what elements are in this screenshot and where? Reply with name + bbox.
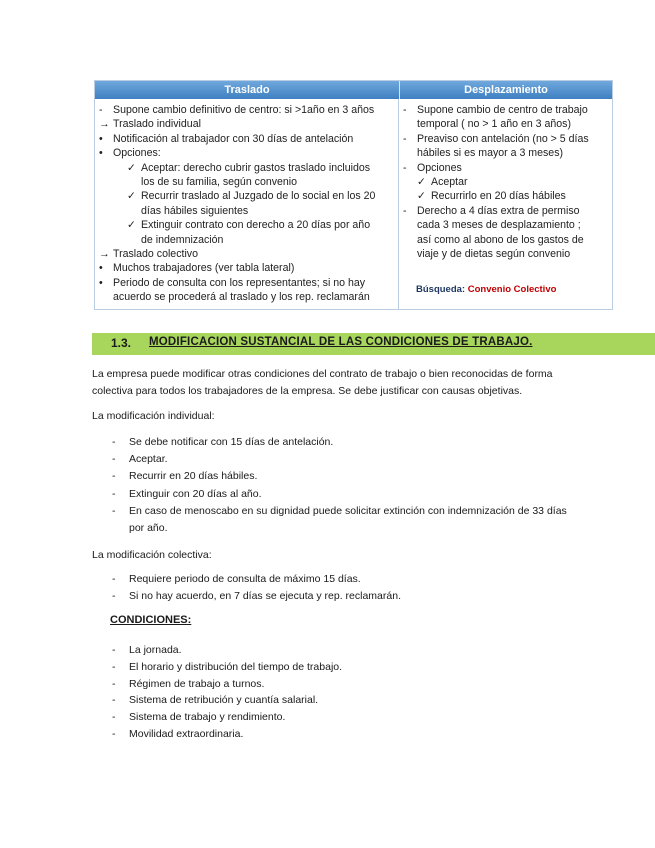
right-col-row (403, 146, 608, 160)
list-dash: - (112, 677, 116, 690)
left-col-row-marker: - (99, 104, 103, 116)
list-item: Aceptar. (129, 453, 168, 466)
right-col-row (403, 103, 608, 117)
left-col-row-text: Opciones: (113, 147, 161, 160)
list-item: El horario y distribución del tiempo de trabajo. (129, 660, 343, 673)
left-col-row (99, 132, 394, 146)
table-body (95, 99, 612, 309)
left-col-row-text: Supone cambio definitivo de centro: si >1año en 3 años (113, 104, 375, 116)
individual-heading: La modificación individual: (92, 410, 215, 422)
left-col-row (99, 276, 394, 290)
left-col-row-text: Recurrir traslado al Juzgado de lo social en los 20 (141, 190, 376, 203)
right-col-row (403, 175, 608, 189)
right-col-row-text: Derecho a 4 días extra de permiso (417, 204, 580, 217)
left-col-row-marker: → (99, 118, 110, 131)
paragraph-line-2: colectiva para todos los trabajadores de la empresa. Se debe justificar con causas objetivas. (92, 385, 523, 397)
desplazamiento-column (399, 99, 612, 309)
list-item: por año. (129, 522, 168, 534)
left-col-row-text: Traslado colectivo (113, 248, 198, 261)
list-item: Régimen de trabajo a turnos. (129, 677, 265, 690)
left-col-row (99, 204, 394, 218)
section-heading-bar (92, 333, 655, 355)
left-col-row-text: Traslado individual (113, 118, 201, 131)
list-item: Extinguir con 20 días al año. (129, 487, 262, 500)
traslado-column (95, 99, 399, 309)
list-dash: - (112, 660, 116, 673)
left-col-row-text: los de su familia, según convenio (141, 176, 298, 189)
left-col-row-text: Notificación al trabajador con 30 días de antelación (113, 132, 354, 145)
list-item: Sistema de retribución y cuantía salarial. (129, 694, 319, 707)
list-item: Se debe notificar con 15 días de antelación. (129, 436, 334, 448)
search-note (416, 283, 556, 297)
left-col-row-marker: • (99, 147, 103, 160)
right-col-row-text: Aceptar (431, 176, 468, 189)
left-col-row-text: Muchos trabajadores (ver tabla lateral) (113, 262, 295, 275)
right-col-row (403, 204, 608, 218)
search-label: Búsqueda: (416, 284, 466, 295)
left-col-row-text: Aceptar: derecho cubrir gastos traslado incluidos (141, 161, 371, 174)
left-col-row-marker: • (99, 276, 103, 289)
right-col-row-text: viaje y de dietas según convenio (417, 248, 571, 261)
list-item: La jornada. (129, 644, 182, 656)
left-col-row (99, 175, 394, 189)
header-traslado: Traslado (95, 81, 400, 99)
right-col-row-text: hábiles si es mayor a 3 meses) (417, 147, 564, 160)
list-dash: - (112, 711, 116, 724)
list-item: Requiere periodo de consulta de máximo 15 días. (129, 573, 361, 585)
left-col-row (99, 146, 394, 160)
right-col-row-text: Supone cambio de centro de trabajo (417, 104, 588, 116)
right-col-row-marker: - (403, 204, 407, 217)
right-col-row-marker: - (403, 104, 407, 116)
left-col-row (99, 261, 394, 275)
right-col-row (403, 218, 608, 232)
list-dash: - (112, 590, 116, 602)
list-dash: - (112, 694, 116, 707)
right-col-row (403, 247, 608, 261)
right-col-row (403, 132, 608, 146)
list-item: Si no hay acuerdo, en 7 días se ejecuta y rep. reclamarán. (129, 590, 401, 602)
left-col-row-marker: → (99, 248, 110, 261)
right-col-row (403, 189, 608, 203)
list-dash: - (112, 644, 116, 656)
list-dash: - (112, 504, 116, 517)
left-col-row (99, 290, 394, 304)
list-dash: - (112, 453, 116, 466)
left-col-row (99, 103, 394, 117)
right-col-row-text: así como al abono de los gastos de (417, 233, 584, 246)
condiciones-heading: CONDICIONES: (110, 614, 192, 626)
left-col-row-marker: ✓ (127, 190, 136, 203)
left-col-row-text: Periodo de consulta con los representantes; si no hay (113, 276, 366, 289)
left-col-row (99, 233, 394, 247)
list-dash: - (112, 470, 116, 483)
right-col-row-text: Preaviso con antelación (no > 5 días (417, 132, 589, 145)
left-col-row-text: días hábiles siguientes (141, 204, 249, 217)
right-col-row-marker: ✓ (417, 176, 426, 189)
right-col-row-marker: - (403, 161, 407, 174)
left-col-row (99, 218, 394, 232)
list-dash: - (112, 487, 116, 500)
right-col-row-text: temporal ( no > 1 año en 3 años) (417, 118, 572, 131)
header-desplazamiento: Desplazamiento (400, 81, 612, 99)
right-col-row-marker: - (403, 132, 407, 145)
right-col-row (403, 161, 608, 175)
list-item: Recurrir en 20 días hábiles. (129, 470, 258, 483)
left-col-row-marker: • (99, 262, 103, 275)
right-col-row-text: Recurrirlo en 20 días hábiles (431, 190, 566, 203)
list-item: En caso de menoscabo en su dignidad puede solicitar extinción con indemnización de 33 días (129, 504, 567, 517)
colectiva-heading: La modificación colectiva: (92, 549, 212, 561)
left-col-row-marker: ✓ (127, 161, 136, 174)
left-col-row (99, 161, 394, 175)
list-item: Movilidad extraordinaria. (129, 728, 244, 740)
right-col-row-marker: ✓ (417, 190, 426, 203)
left-col-row (99, 247, 394, 261)
list-dash: - (112, 573, 116, 585)
section-number: 1.3. (111, 336, 132, 350)
left-col-row (99, 117, 394, 131)
left-col-row (99, 189, 394, 203)
left-col-row-text: Extinguir contrato con derecho a 20 días por año (141, 219, 371, 232)
list-dash: - (112, 436, 116, 448)
right-col-row (403, 117, 608, 131)
right-col-row-text: cada 3 meses de desplazamiento ; (417, 219, 581, 232)
left-col-row-marker: ✓ (127, 219, 136, 232)
section-title: MODIFICACION SUSTANCIAL DE LAS CONDICIONES DE TRABAJO. (149, 336, 533, 348)
right-col-row (403, 233, 608, 247)
left-col-row-text: acuerdo se procederá al traslado y los rep. reclamarán (113, 291, 370, 304)
table-header (95, 81, 612, 99)
left-col-row-marker: • (99, 132, 103, 145)
left-col-row-text: de indemnización (141, 233, 224, 246)
list-dash: - (112, 728, 116, 740)
paragraph-line-1: La empresa puede modificar otras condiciones del contrato de trabajo o bien reconocidas de forma (92, 368, 553, 380)
search-value: Convenio Colectivo (467, 284, 557, 295)
comparison-table (94, 80, 613, 310)
list-item: Sistema de trabajo y rendimiento. (129, 711, 286, 724)
right-col-row-text: Opciones (417, 161, 462, 174)
